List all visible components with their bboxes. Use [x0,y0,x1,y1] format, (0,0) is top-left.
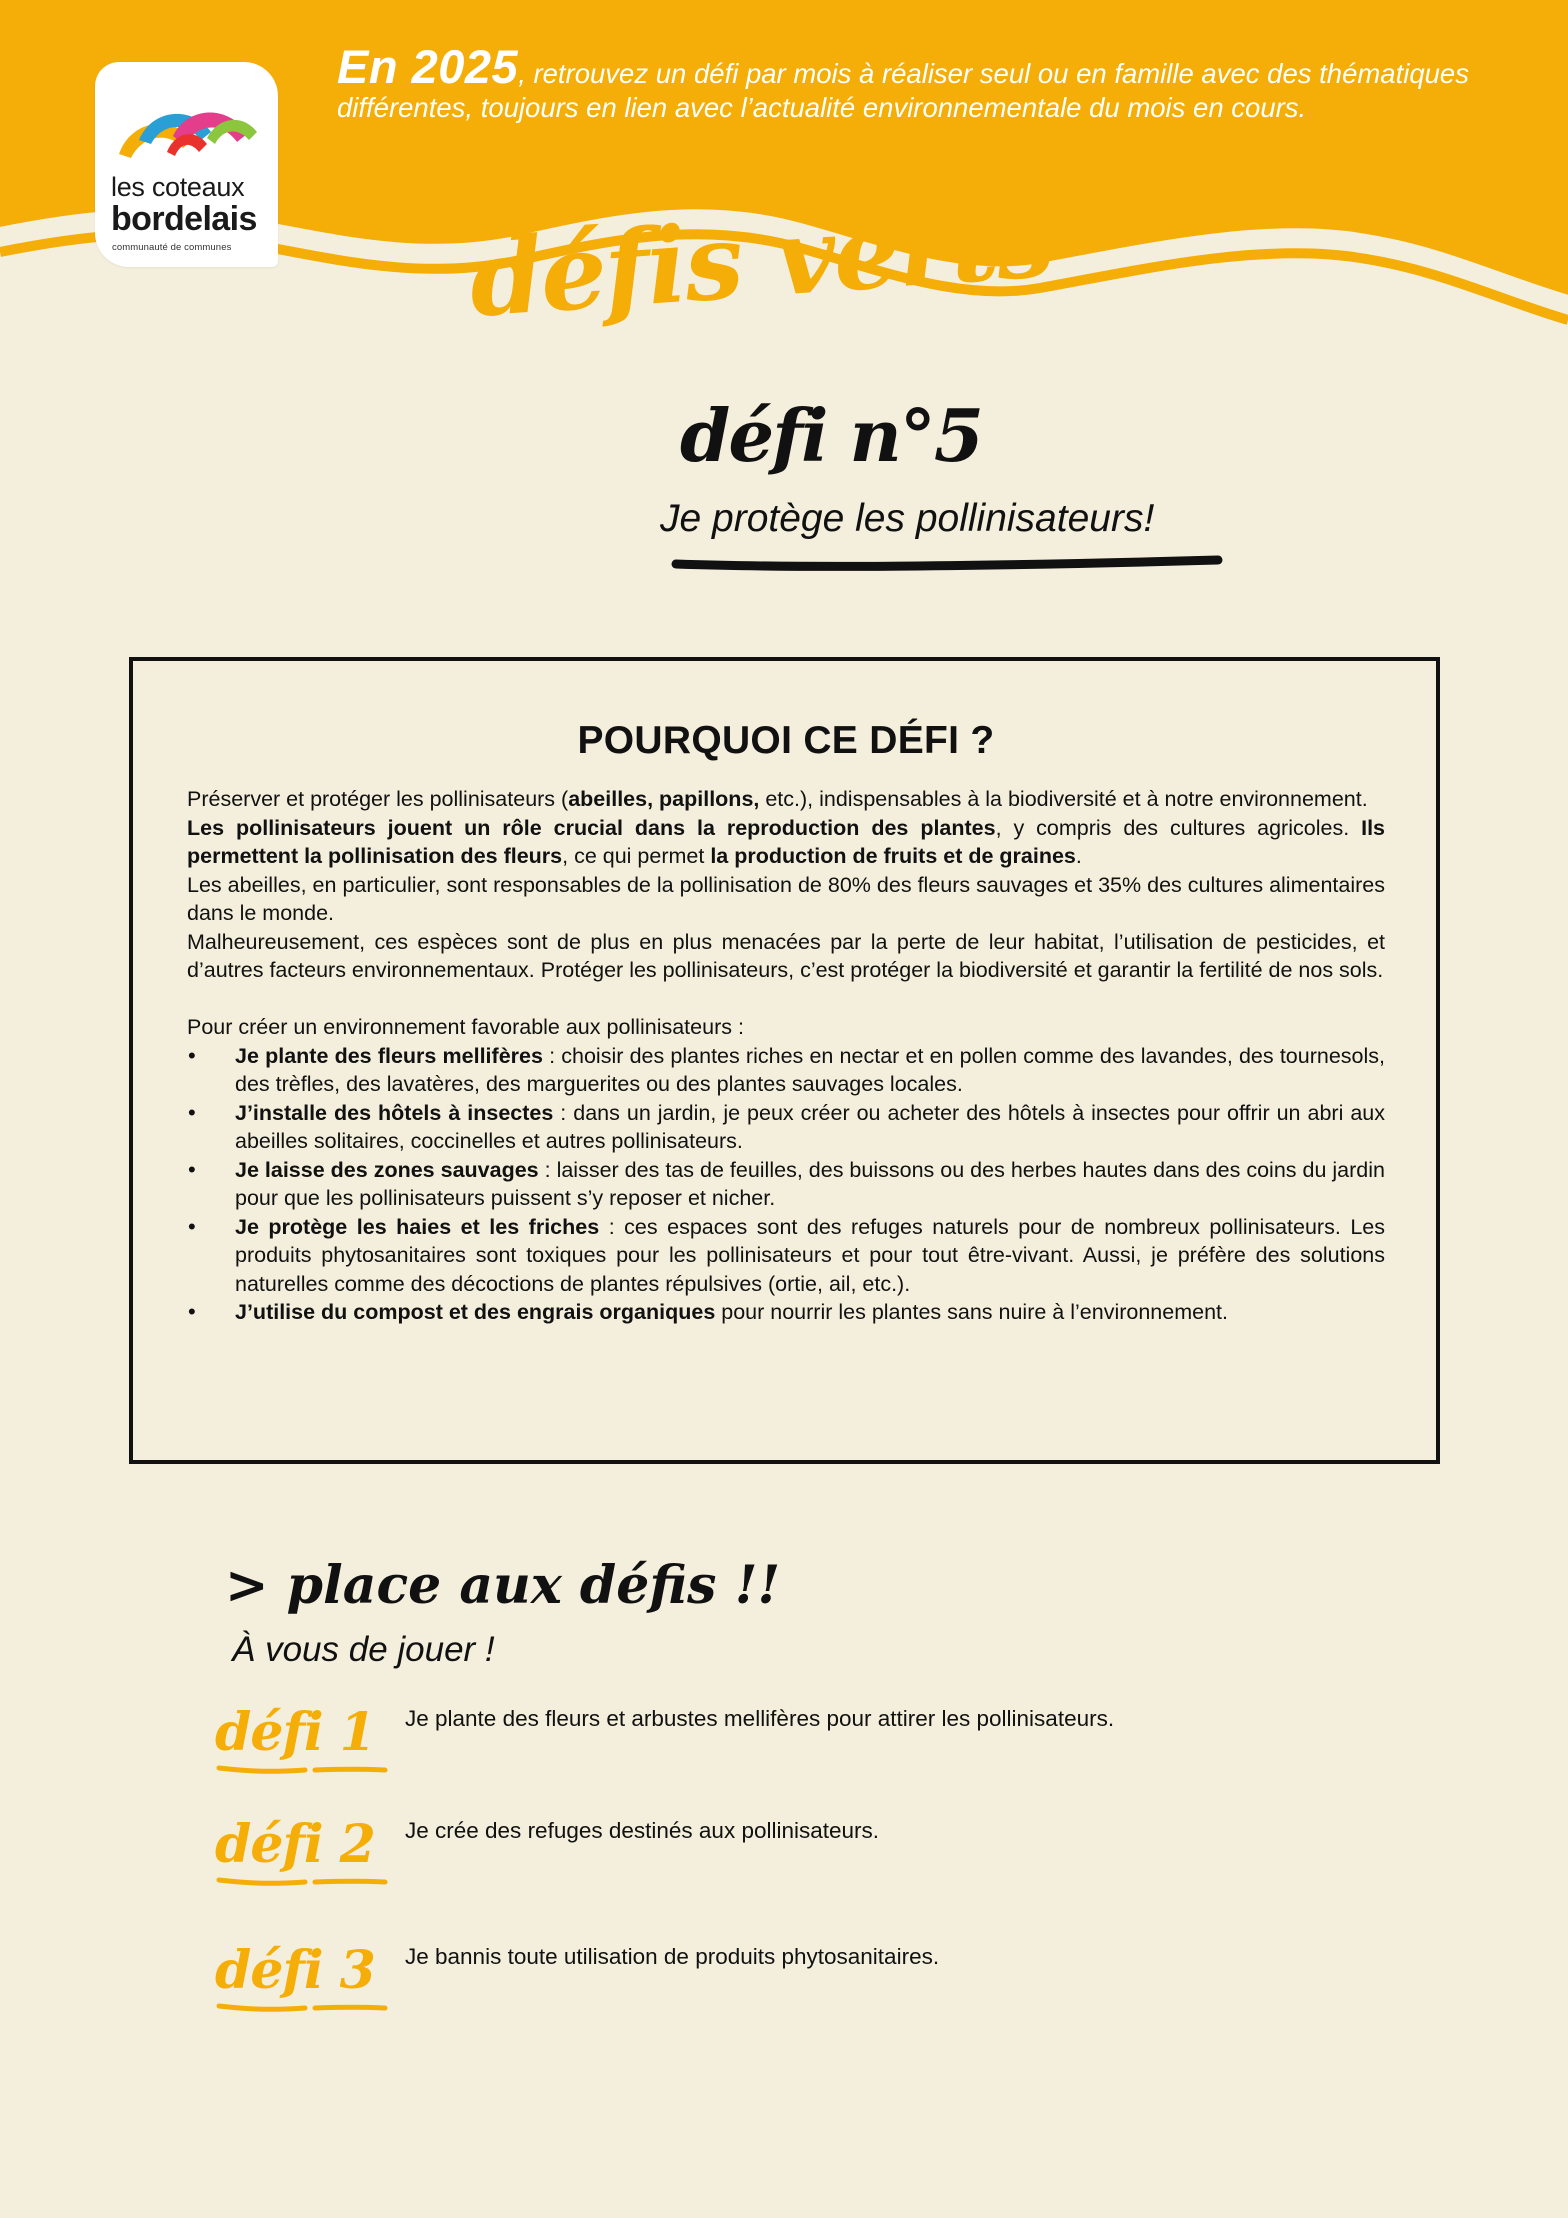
list-item-text: : dans un jardin, je peux créer ou acheter des hôtels à insectes pour offrir un abri aux abeilles solitaires, coccinelles et autres pollinisateurs. [235,1100,1386,1153]
logo-text-line2: bordelais [111,200,257,238]
text-run-bold: abeilles, papillons, [568,787,760,811]
challenge-text: Je crée des refuges destinés aux pollinisateurs. [405,1818,880,1843]
challenge-item-1 [215,1702,1415,1802]
challenge-subtitle: Je protège les pollinisateurs! [660,497,1155,540]
logo-text-line1: les coteaux [111,172,245,202]
paragraph-spacer [187,985,1385,1014]
challenge-text: Je bannis toute utilisation de produits phytosanitaires. [405,1944,940,1969]
subtitle-underline [670,550,1225,574]
list-item-text: pour nourrir les plantes sans nuire à l’environnement. [715,1300,1228,1324]
list-item [187,1099,1385,1156]
challenge-item-2 [215,1814,1415,1914]
challenge-label: défi 2 [215,1814,375,1875]
challenge-underline [215,1872,390,1892]
why-box [129,657,1440,1464]
why-paragraph-1 [187,785,1385,814]
text-run: etc.), indispensables à la biodiversité et à notre environnement. [759,787,1368,811]
intro-year: En 2025 [337,40,519,93]
challenge-item-3 [215,1940,1415,2040]
list-item [187,1042,1385,1099]
text-run: . [1075,844,1082,868]
text-run: Préserver et protéger les pollinisateurs ( [187,787,569,811]
why-list-intro: Pour créer un environnement favorable aux pollinisateurs : [187,1015,744,1039]
logo-arcs-icon [111,92,261,182]
list-item-bold: J’utilise du compost et des engrais organiques [235,1300,716,1324]
text-run: , ce qui permet [562,844,711,868]
challenge-underline [215,1998,390,2018]
challenge-underline [215,1760,390,1780]
list-item [187,1298,1385,1327]
why-paragraph-2 [187,814,1385,871]
list-item-text: : choisir des plantes riches en nectar et en pollen comme des lavandes, des tournesols, des trèfles, des lavatères, des marguerites ou des plantes sauvages locales. [235,1043,1385,1096]
intro-text: , retrouvez un défi par mois à réaliser seul ou en famille avec des thématiques différentes, toujours en lien avec l’actualité environnementale du mois en cours. [337,58,1469,123]
why-paragraph-4: Malheureusement, ces espèces sont de plus en plus menacées par la perte de leur habitat, l’utilisation de pesticides, et d’autres facteurs environnementaux. Protéger les pollinisateurs, c’est protéger la biodiversité et garantir la fertilité de nos sols. [187,929,1385,982]
list-item-text: : ces espaces sont des refuges naturels pour de nombreux pollinisateurs. Les produits phytosanitaires sont toxiques pour les pollinisateurs et pour tout être-vivant. Aussi, je préfère des solutions naturelles comme des décoctions de plantes répulsives (ortie, ail, etc.). [235,1214,1385,1296]
why-list [187,1042,1385,1327]
challenge-number: défi n°5 [680,393,982,478]
text-run-bold: la production de fruits et de graines [710,844,1076,868]
why-title: POURQUOI CE DÉFI ? [577,719,995,762]
place-subtitle: À vous de jouer ! [232,1630,495,1669]
challenge-label: défi 1 [215,1702,375,1763]
text-run-bold: Ils permettent la pollinisation des fleurs [187,815,1385,868]
list-item-text: : laisser des tas de feuilles, des buissons ou des herbes hautes dans des coins du jardin pour que les pollinisateurs puissent s’y reposer et nicher. [235,1157,1385,1210]
list-item-bold: J’installe des hôtels à insectes [235,1100,554,1125]
why-body [187,785,1385,1327]
challenge-text: Je plante des fleurs et arbustes mellifères pour attirer les pollinisateurs. [405,1706,1115,1731]
text-run: , y compris des cultures agricoles. [995,815,1362,840]
text-run-bold: Les pollinisateurs jouent un rôle crucial dans la reproduction des plantes [187,815,996,840]
place-heading: > place aux défis !! [225,1555,781,1616]
challenge-label: défi 3 [215,1940,375,2001]
why-paragraph-3: Les abeilles, en particulier, sont responsables de la pollinisation de 80% des fleurs sauvages et 35% des cultures alimentaires dans le monde. [187,872,1385,925]
list-item-bold: Je protège les haies et les friches [235,1214,600,1239]
intro-paragraph [337,40,1537,125]
list-item [187,1156,1385,1213]
list-item [187,1213,1385,1299]
brand-title: défis verts [465,177,1057,341]
logo-card [95,62,278,267]
logo-text-line3: communauté de communes [112,242,232,253]
list-item-bold: Je laisse des zones sauvages [235,1157,539,1182]
list-item-bold: Je plante des fleurs mellifères [235,1043,543,1068]
